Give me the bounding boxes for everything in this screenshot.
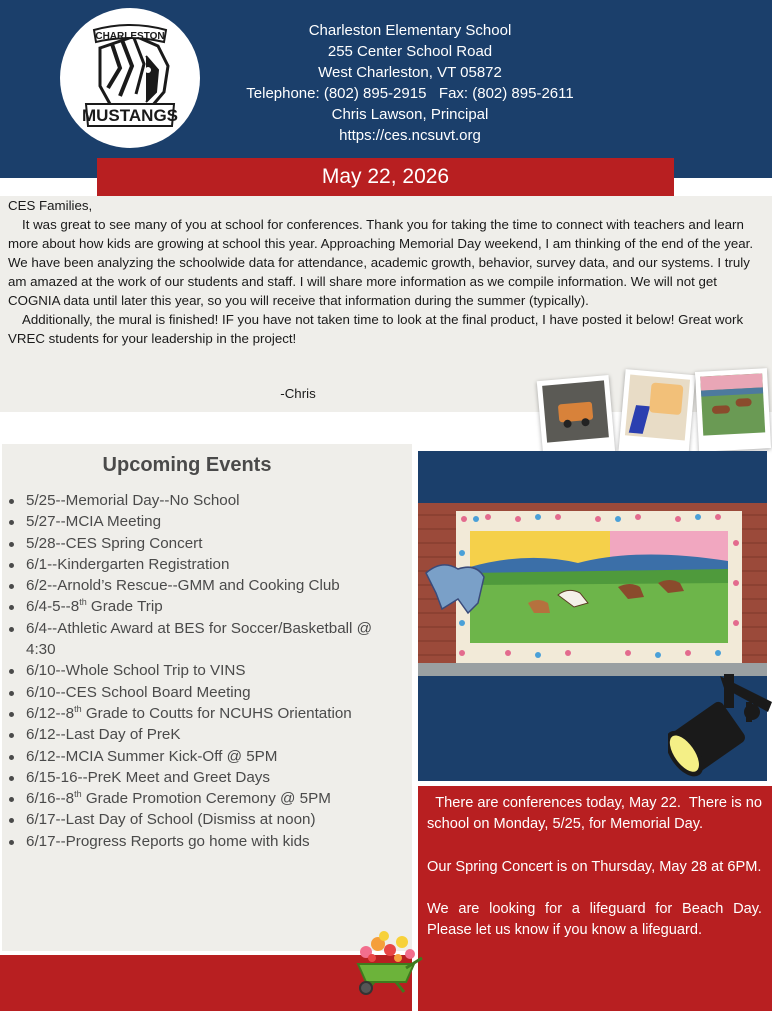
event-item-end: Grade Trip (86, 598, 163, 616)
mural-photo-1 (537, 375, 616, 459)
announcements-panel (418, 786, 772, 1011)
spotlight-icon (668, 672, 772, 793)
ordinal-suffix: th (74, 703, 82, 714)
event-item: 6/17--Progress Reports go home with kids (26, 831, 396, 852)
ordinal-suffix: th (74, 789, 82, 800)
event-item (26, 788, 396, 809)
event-item: 6/10--Whole School Trip to VINS (26, 660, 396, 681)
announcement-lifeguard: We are looking for a lifeguard for Beach Day. Please let us know if you know a lifeguard. (427, 900, 762, 939)
event-item: 6/4--Athletic Award at BES for Soccer/Basketball @ 4:30 (26, 618, 396, 661)
header-banner (0, 0, 772, 178)
event-item-end: Grade Promotion Ceremony @ 5PM (81, 790, 331, 808)
event-item (26, 596, 396, 617)
event-item: 5/27--MCIA Meeting (26, 511, 396, 532)
event-item: 6/2--Arnold’s Rescue--GMM and Cooking Club (26, 575, 396, 596)
flower-wheelbarrow-icon (352, 928, 424, 1001)
newsletter-date: May 22, 2026 (97, 158, 674, 196)
footer-red-band (0, 955, 412, 1011)
event-item: 6/15-16--PreK Meet and Greet Days (26, 767, 396, 788)
principal-name: Chris Lawson, Principal (331, 106, 489, 123)
event-item: 5/28--CES Spring Concert (26, 533, 396, 554)
school-logo (60, 8, 200, 148)
event-item (26, 703, 396, 724)
event-item-start: 6/12--8 (26, 704, 75, 722)
address-line1: 255 Center School Road (327, 43, 493, 60)
event-item-end: Grade to Coutts for NCUHS Orientation (81, 704, 352, 722)
letter-signature: -Chris (280, 386, 316, 401)
event-item: 6/1--Kindergarten Registration (26, 554, 396, 575)
phone-fax: Telephone: (802) 895-2915 Fax: (802) 895-2611 (246, 85, 574, 102)
school-contact-info (210, 20, 610, 146)
events-title: Upcoming Events (102, 454, 272, 476)
mustang-logo (60, 8, 200, 148)
event-item: 5/25--Memorial Day--No School (26, 490, 396, 511)
event-item: 6/10--CES School Board Meeting (26, 682, 396, 703)
announcement-conferences: There are conferences today, May 22. There is no school on Monday, 5/25, for Memorial Day. (427, 795, 767, 833)
letter-paragraph-1: It was great to see many of you at school for conferences. Thank you for taking the time to connect with teachers and learn more about how kids are growing at school this year. Approaching Memorial Day weekend, I am thinking of the end of the year. We have been analyzing the schoolwide data for attendance, academic growth, behavior, survey data, and our systems. I truly am amazed at the work of our students and staff. I will share more information as we compile information. We will not get COGNIA data until later this year, so you will receive that information during the summer (typically). (8, 217, 754, 308)
mural-photo-2 (619, 369, 696, 457)
mural-image (418, 503, 767, 676)
announcement-concert: Our Spring Concert is on Thursday, May 28 at 6PM. (427, 858, 762, 875)
event-item-start: 6/16--8 (26, 790, 75, 808)
mural-photo-3 (695, 368, 771, 452)
website-link[interactable]: https://ces.ncsuvt.org (339, 127, 481, 144)
announcements-text (427, 793, 767, 962)
events-list (26, 490, 396, 852)
letter-body (8, 196, 756, 348)
school-name: Charleston Elementary School (308, 22, 512, 39)
upcoming-events-panel (2, 444, 412, 951)
event-item: 6/12--Last Day of PreK (26, 724, 396, 745)
event-item: 6/12--MCIA Summer Kick-Off @ 5PM (26, 746, 396, 767)
letter-paragraph-2: Additionally, the mural is finished! IF you have not taken time to look at the final product, I have posted it below! Great work VREC students for your leadership in the project! (8, 312, 744, 346)
letter-greeting: CES Families, (8, 198, 93, 213)
logo-text-bottom: MUSTANGS (81, 106, 179, 125)
event-item-start: 6/4-5--8 (26, 598, 80, 616)
logo-text-top: CHARLESTON (95, 31, 165, 42)
address-line2: West Charleston, VT 05872 (318, 64, 502, 81)
event-item: 6/17--Last Day of School (Dismiss at noon) (26, 809, 396, 830)
ordinal-suffix: th (79, 597, 87, 608)
